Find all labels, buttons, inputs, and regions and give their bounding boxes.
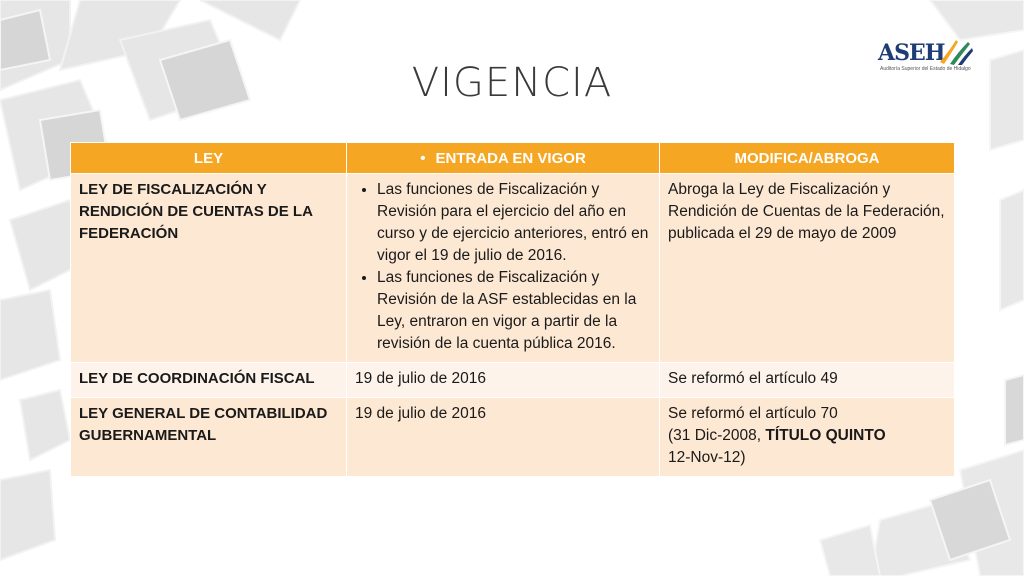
header-entrada-en-vigor bbox=[347, 143, 660, 174]
header-entrada-text: • ENTRADA EN VIGOR bbox=[420, 150, 586, 167]
modifies-line: (31 Dic-2008, bbox=[668, 427, 766, 444]
table-header-row bbox=[71, 143, 955, 174]
modifies-cell bbox=[660, 398, 955, 477]
header-ley: LEY bbox=[71, 143, 347, 174]
aseh-logo bbox=[878, 36, 974, 92]
entry-bullet-list bbox=[355, 179, 651, 355]
book-icon bbox=[936, 36, 974, 66]
header-modifica-abroga: MODIFICA/ABROGA bbox=[660, 143, 955, 174]
law-name: LEY GENERAL DE CONTABILIDAD GUBERNAMENTAL bbox=[71, 398, 347, 477]
logo-subtitle: Auditoría Superior del Estado de Hidalgo bbox=[880, 66, 971, 72]
modifies-line: Se reformó el artículo 70 bbox=[668, 405, 838, 422]
entry-cell: 19 de julio de 2016 bbox=[347, 363, 660, 398]
entry-cell bbox=[347, 174, 660, 363]
modifies-bold-title: TÍTULO QUINTO bbox=[765, 427, 886, 444]
law-name: LEY DE COORDINACIÓN FISCAL bbox=[71, 363, 347, 398]
table-row bbox=[71, 174, 955, 363]
table-row bbox=[71, 398, 955, 477]
modifies-cell: Abroga la Ley de Fiscalización y Rendición de Cuentas de la Federación, publicada el 29 de mayo de 2009 bbox=[660, 174, 955, 363]
table-row bbox=[71, 363, 955, 398]
law-name: LEY DE FISCALIZACIÓN Y RENDICIÓN DE CUENTAS DE LA FEDERACIÓN bbox=[71, 174, 347, 363]
modifies-line: 12-Nov-12) bbox=[668, 449, 746, 466]
entry-bullet: • Las funciones de Fiscalización y Revisión de la ASF establecidas en la Ley, entraron en vigor a partir de la revisión de la cuenta pública 2016. bbox=[377, 267, 651, 355]
modifies-cell: Se reformó el artículo 49 bbox=[660, 363, 955, 398]
vigencia-table bbox=[70, 142, 955, 477]
slide-title: VIGENCIA bbox=[411, 60, 613, 106]
entry-bullet: • Las funciones de Fiscalización y Revisión para el ejercicio del año en curso y de ejercicio anteriores, entró en vigor el 19 de julio de 2016. bbox=[377, 179, 651, 267]
entry-cell: 19 de julio de 2016 bbox=[347, 398, 660, 477]
logo-text: ASEH bbox=[878, 40, 945, 66]
